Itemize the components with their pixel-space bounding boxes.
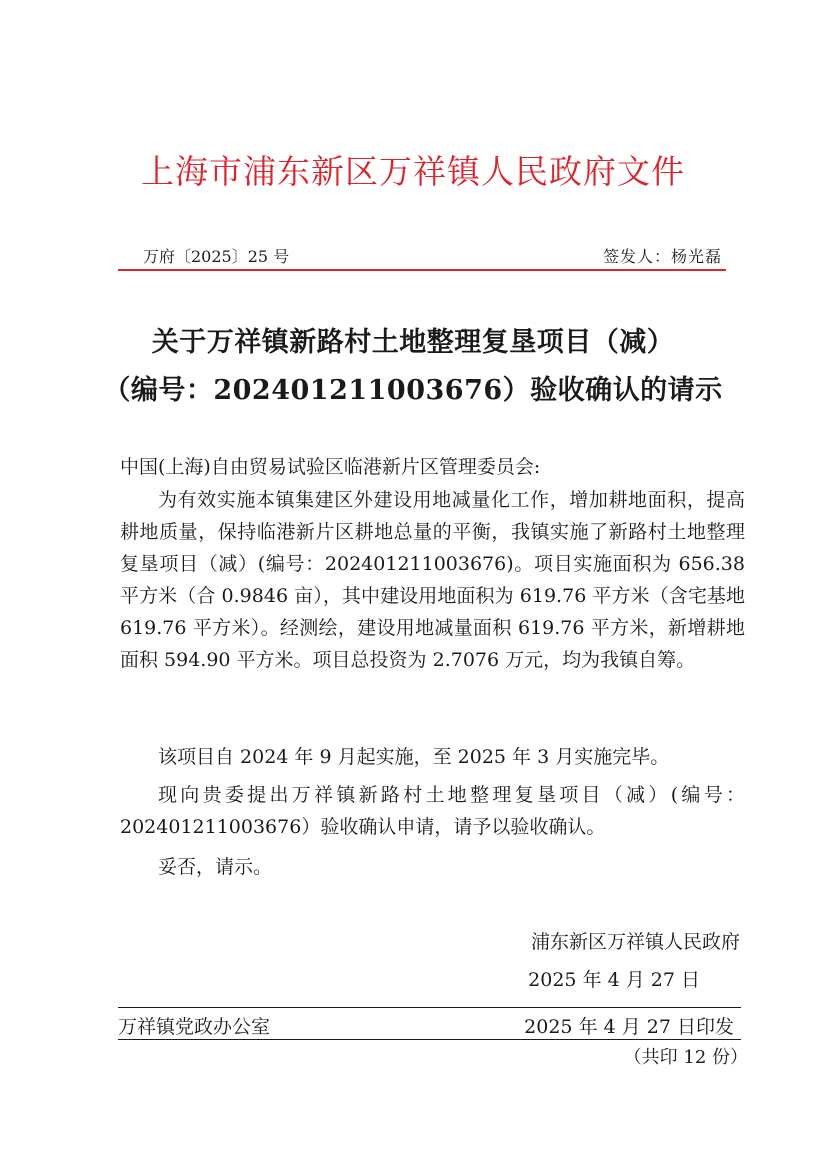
body-paragraph-2: 该项目自 2024 年 9 月起实施，至 2025 年 3 月实施完毕。	[158, 746, 670, 768]
subject-title-line-1: 关于万祥镇新路村土地整理复垦项目（减）	[151, 327, 675, 358]
footer-divider-top	[118, 1007, 741, 1008]
signer: 签发人：杨光磊	[602, 247, 722, 266]
footer-divider-bottom	[118, 1039, 741, 1040]
body-paragraph-1: 为有效实施本镇集建区外建设用地减量化工作，增加耕地面积，提高耕地质量，保持临港新片区耕地总量的平衡，我镇实施了新路村土地整理复垦项目（减）(编号：202401211003676)。项目实施面积为 656.38 平方米（合 0.9846 亩），其中建设用地面积为 619.76 平方米（含宅基地 619.76 平方米）。经测绘，建设用地减量面积 619.76 平方米，新增耕地面积 594.90 平方米。项目总投资为 2.7076 万元，均为我镇自筹。	[120, 489, 745, 671]
issuing-office: 万祥镇党政办公室	[118, 1016, 271, 1038]
signing-organization: 浦东新区万祥镇人民政府	[530, 931, 740, 953]
document-number: 万府〔2025〕25 号	[143, 247, 290, 266]
print-date: 2025 年 4 月 27 日印发	[524, 1016, 734, 1038]
addressee: 中国(上海)自由贸易试验区临港新片区管理委员会:	[120, 456, 541, 478]
body-paragraph-3: 现向贵委提出万祥镇新路村土地整理复垦项目（减）(编号：202401211003676）验收确认申请，请予以验收确认。	[120, 784, 745, 838]
signing-date: 2025 年 4 月 27 日	[528, 969, 700, 991]
copies-count: （共印 12 份）	[623, 1047, 748, 1068]
red-divider	[118, 269, 726, 271]
document-header-title: 上海市浦东新区万祥镇人民政府文件	[141, 152, 685, 191]
subject-title-line-2: （编号：202401211003676）验收确认的请示	[103, 375, 723, 406]
body-paragraph-4: 妥否，请示。	[158, 856, 273, 878]
